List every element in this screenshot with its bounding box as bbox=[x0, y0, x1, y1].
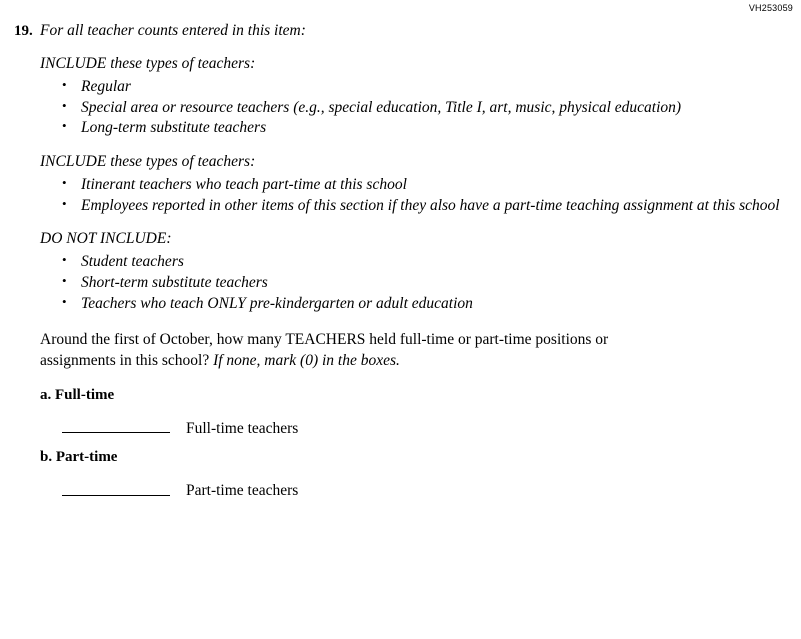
question-note: If none, mark (0) in the boxes. bbox=[213, 351, 400, 369]
group-title: INCLUDE these types of teachers: bbox=[40, 55, 256, 72]
item-body bbox=[40, 55, 781, 500]
part-a-answer-row bbox=[40, 418, 781, 437]
list-item-text: Long-term substitute teachers bbox=[81, 119, 267, 137]
list-item bbox=[40, 175, 781, 195]
part-time-teachers-caption: Part-time teachers bbox=[186, 482, 299, 500]
list-item-text: Employees reported in other items of this section if they also have a part-time teaching assignment at this school bbox=[81, 196, 780, 214]
list-item bbox=[40, 252, 781, 272]
list-item bbox=[40, 98, 781, 118]
question-main: Around the first of October, how many TEACHERS held full-time or part-time positions or assignments in this school? bbox=[40, 331, 609, 369]
item-header bbox=[14, 22, 781, 40]
part-b-label: b. Part-time bbox=[40, 449, 118, 466]
list-item-text: Regular bbox=[81, 78, 131, 95]
list-item-text: Itinerant teachers who teach part-time at this school bbox=[81, 176, 407, 194]
bullet-icon: • bbox=[62, 293, 67, 309]
group-title: DO NOT INCLUDE: bbox=[40, 230, 172, 248]
form-code: VH253059 bbox=[748, 3, 793, 13]
item-stem: For all teacher counts entered in this item: bbox=[40, 22, 306, 39]
group-title: INCLUDE these types of teachers: bbox=[40, 153, 256, 171]
question-item-19 bbox=[14, 22, 781, 500]
question-text bbox=[40, 330, 680, 370]
item-number: 19. bbox=[14, 23, 33, 39]
list-item-text: Special area or resource teachers (e.g., special education, Title I, art, music, physical education) bbox=[81, 98, 682, 116]
bullet-icon: • bbox=[62, 252, 67, 268]
full-time-teachers-input[interactable] bbox=[62, 418, 170, 433]
list-item bbox=[40, 196, 781, 216]
bullet-list bbox=[40, 252, 781, 313]
bullet-icon: • bbox=[62, 175, 67, 191]
bullet-icon: • bbox=[62, 195, 67, 211]
full-time-teachers-caption: Full-time teachers bbox=[186, 419, 299, 437]
bullet-icon: • bbox=[62, 77, 67, 92]
include-group-1 bbox=[40, 55, 781, 138]
bullet-icon: • bbox=[62, 273, 67, 289]
part-b-answer-row bbox=[40, 480, 781, 500]
bullet-list bbox=[40, 77, 781, 138]
list-item bbox=[40, 294, 781, 314]
list-item bbox=[40, 118, 781, 138]
list-item bbox=[40, 273, 781, 293]
part-time-teachers-input[interactable] bbox=[62, 481, 170, 496]
exclude-group bbox=[40, 230, 781, 313]
list-item-text: Short-term substitute teachers bbox=[81, 274, 268, 292]
list-item bbox=[40, 77, 781, 97]
list-item-text: Student teachers bbox=[81, 253, 184, 271]
list-item-text: Teachers who teach ONLY pre-kindergarten or adult education bbox=[81, 294, 473, 312]
bullet-list bbox=[40, 175, 781, 215]
bullet-icon: • bbox=[62, 118, 67, 134]
part-a-label: a. Full-time bbox=[40, 386, 115, 403]
include-group-2 bbox=[40, 153, 781, 215]
bullet-icon: • bbox=[62, 97, 67, 113]
